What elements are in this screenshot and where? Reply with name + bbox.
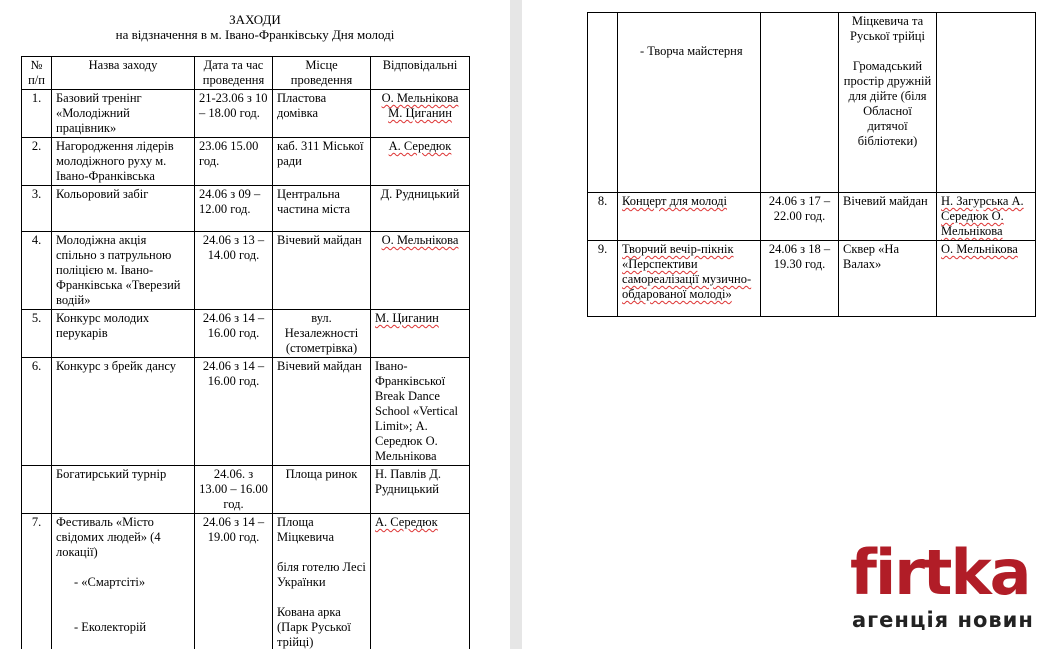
row7-item-ecolecture: - Еколекторій xyxy=(74,620,147,634)
row-responsible: Івано-Франківської Break Dance School «Vertical Limit»; А. Середюк О. Мельнікова xyxy=(371,358,470,466)
row-place: Вічевий майдан xyxy=(839,193,937,241)
row-num: 8. xyxy=(588,193,618,241)
row-place: Вічевий майдан xyxy=(273,358,371,466)
row-name xyxy=(618,13,761,193)
events-table-continued xyxy=(587,12,1036,317)
events-table xyxy=(21,56,470,649)
row-date: 24.06 з 18 – 19.30 год. xyxy=(761,241,839,317)
table-row xyxy=(22,466,470,514)
row-num: 9. xyxy=(588,241,618,317)
table-row xyxy=(22,310,470,358)
page-gap xyxy=(510,0,522,649)
header-responsible: Відповідальні xyxy=(371,57,470,90)
row7-place5: Громадський простір дружній для дійте (біля Обласної дитячої бібліотеки) xyxy=(843,59,932,148)
row-num xyxy=(588,13,618,193)
row-responsible: О. Мельнікова xyxy=(371,232,470,310)
table-row xyxy=(22,186,470,232)
row-place: Центральна частина міста xyxy=(273,186,371,232)
header-place: Місце проведення xyxy=(273,57,371,90)
row7-place3: Кована арка (Парк Руської трійці) xyxy=(277,605,351,649)
row-place: Сквер «На Валах» xyxy=(839,241,937,317)
table-row xyxy=(22,514,470,649)
row-num: 1. xyxy=(22,90,52,138)
header-date: Дата та час проведення xyxy=(195,57,273,90)
row-responsible: Н. Загурська А. Середюк О. Мельнікова xyxy=(937,193,1036,241)
row-name: Конкурс молодих перукарів xyxy=(52,310,195,358)
row-num: 6. xyxy=(22,358,52,466)
row-date: 24.06 з 14 – 19.00 год. xyxy=(195,514,273,649)
row-name: Базовий тренінг «Молодіжний працівник» xyxy=(52,90,195,138)
row-date: 24.06 з 09 – 12.00 год. xyxy=(195,186,273,232)
table-row xyxy=(22,90,470,138)
row-name: Концерт для молоді xyxy=(618,193,761,241)
row7-place2: біля готелю Лесі Українки xyxy=(277,560,366,589)
row-date xyxy=(761,13,839,193)
row-responsible: О. Мельнікова xyxy=(937,241,1036,317)
row-name: Молодіжна акція спільно з патрульною поліцією м. Івано-Франківська «Тверезий водій» xyxy=(52,232,195,310)
row7-item-workshop: - Творча майстерня xyxy=(640,44,743,58)
table-header-row xyxy=(22,57,470,90)
table-row xyxy=(588,193,1036,241)
table-row xyxy=(588,241,1036,317)
row-num: 5. xyxy=(22,310,52,358)
row-name: Конкурс з брейк дансу xyxy=(52,358,195,466)
row-date: 21-23.06 з 10 – 18.00 год. xyxy=(195,90,273,138)
row-num: 3. xyxy=(22,186,52,232)
row-name: Нагородження лідерів молодіжного руху м. Івано-Франківська xyxy=(52,138,195,186)
row-place: Пластова домівка xyxy=(273,90,371,138)
row-place xyxy=(273,514,371,649)
row-name: Кольоровий забіг xyxy=(52,186,195,232)
table-row xyxy=(22,358,470,466)
row-responsible: О. Мельнікова М. Циганин xyxy=(371,90,470,138)
row-date: 24.06 з 14 – 16.00 год. xyxy=(195,310,273,358)
header-num: № п/п xyxy=(22,57,52,90)
row-place: Площа ринок xyxy=(273,466,371,514)
document-page-left xyxy=(0,0,510,649)
row-date: 24.06. з 13.00 – 16.00 год. xyxy=(195,466,273,514)
row-responsible: А. Середюк xyxy=(371,138,470,186)
row7-place4: Міцкевича та Руської трійці xyxy=(850,14,925,43)
row-responsible: М. Циганин xyxy=(371,310,470,358)
table-row xyxy=(22,232,470,310)
document-title: ЗАХОДИ xyxy=(229,12,281,27)
row-name: Творчий вечір-пікнік «Перспективи самореалізації музично-обдарованої молоді» xyxy=(618,241,761,317)
row-responsible: Н. Павлів Д. Рудницький xyxy=(371,466,470,514)
logo-tagline: агенція новин xyxy=(852,608,1034,632)
table-row xyxy=(588,13,1036,193)
row-date: 24.06 з 13 – 14.00 год. xyxy=(195,232,273,310)
row-place: Вічевий майдан xyxy=(273,232,371,310)
header-name: Назва заходу xyxy=(52,57,195,90)
row-date: 24.06 з 14 – 16.00 год. xyxy=(195,358,273,466)
document-subtitle: на відзначення в м. Івано-Франківську Дня молоді xyxy=(115,27,395,42)
row-responsible: Д. Рудницький xyxy=(371,186,470,232)
firtka-logo xyxy=(850,538,1040,638)
logo-wordmark: firtka xyxy=(850,536,1030,609)
row-date: 24.06 з 17 – 22.00 год. xyxy=(761,193,839,241)
row-date: 23.06 15.00 год. xyxy=(195,138,273,186)
table-row xyxy=(22,138,470,186)
row-num xyxy=(22,466,52,514)
row-num: 7. xyxy=(22,514,52,649)
row-place: вул. Незалежності (стометрівка) xyxy=(273,310,371,358)
row-num: 2. xyxy=(22,138,52,186)
row-name xyxy=(52,514,195,649)
row-responsible: А. Середюк xyxy=(371,514,470,649)
row7-place1: Площа Міцкевича xyxy=(277,515,335,544)
row-responsible xyxy=(937,13,1036,193)
row7-title: Фестиваль «Місто свідомих людей» (4 локації) xyxy=(56,515,161,559)
row-name: Богатирський турнір xyxy=(52,466,195,514)
row-place: каб. 311 Міської ради xyxy=(273,138,371,186)
row-num: 4. xyxy=(22,232,52,310)
row7-item-smartcity: - «Смартсіті» xyxy=(74,575,146,589)
row-place xyxy=(839,13,937,193)
